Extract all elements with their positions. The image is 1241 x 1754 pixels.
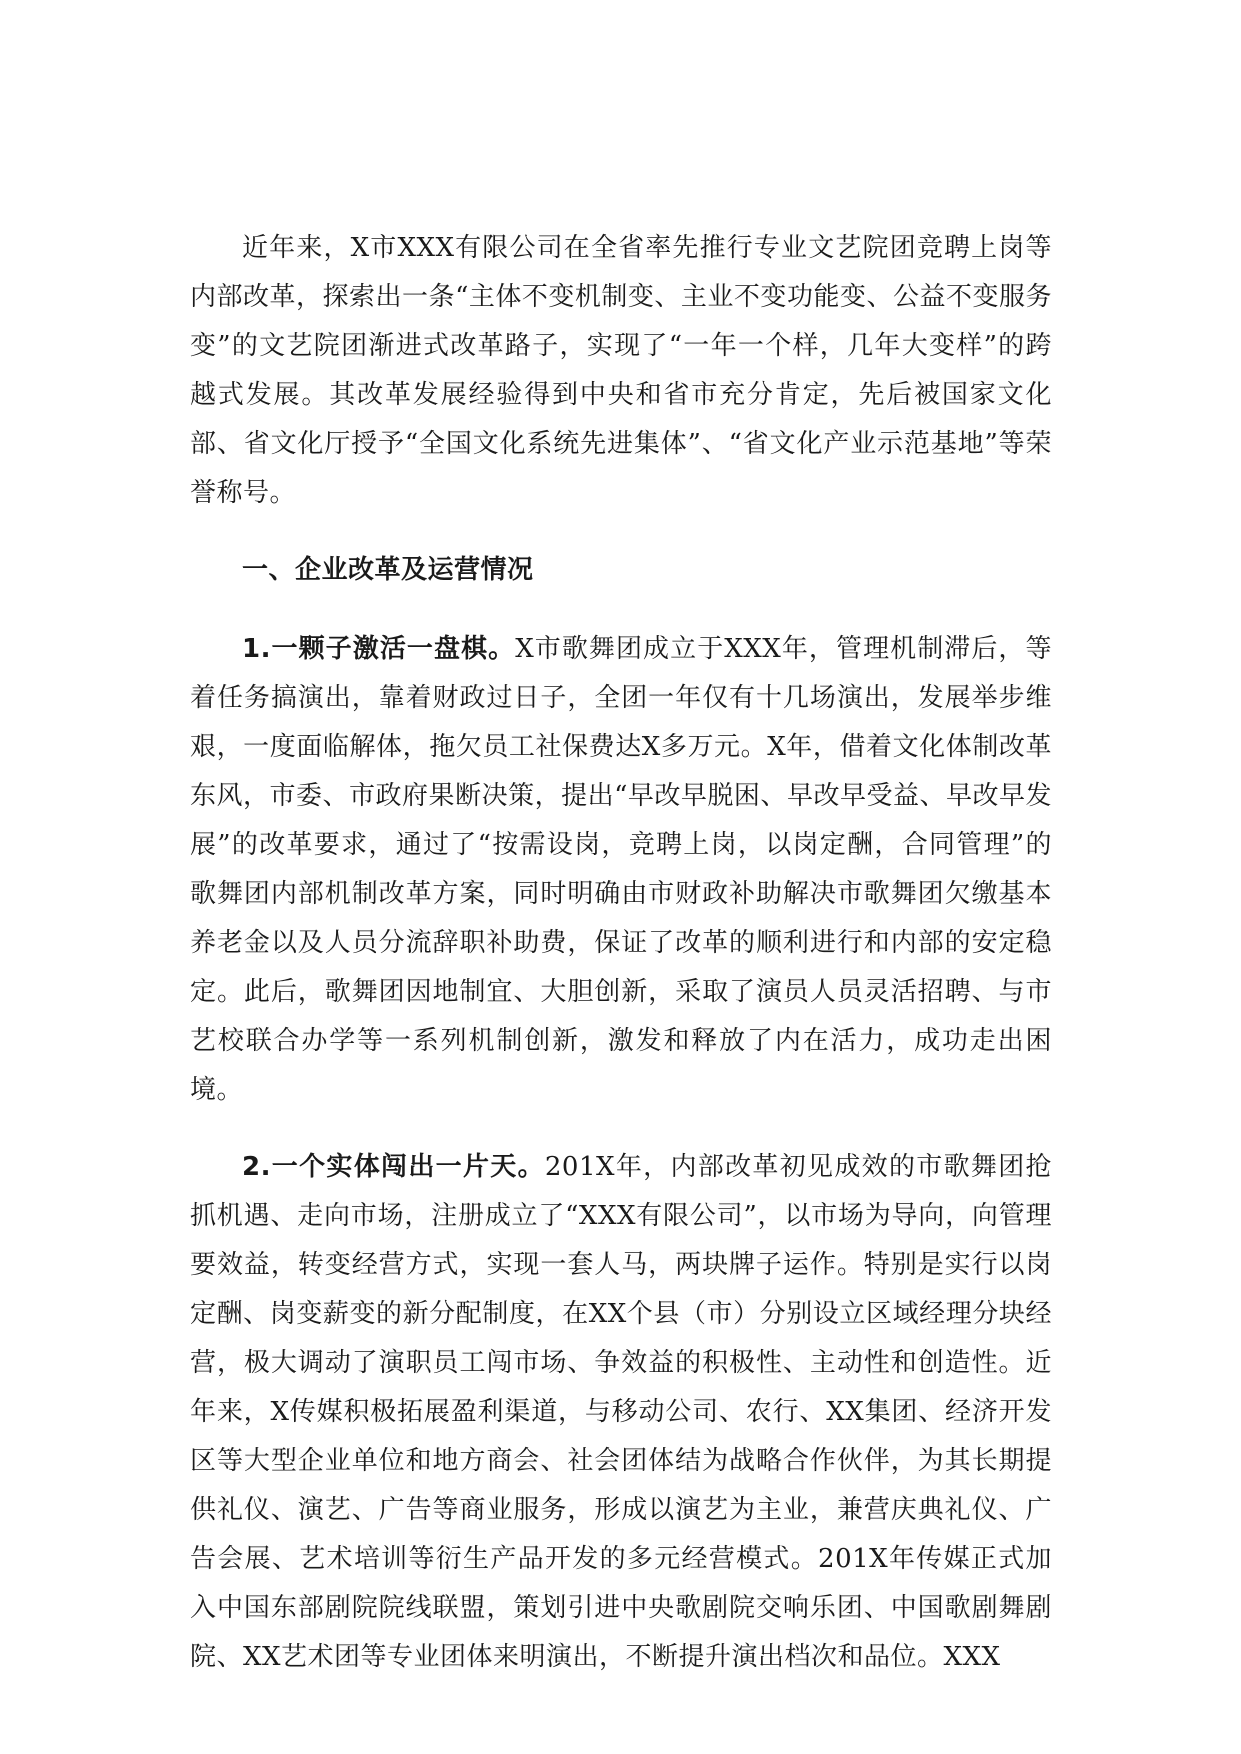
item-body-2: 201X年，内部改革初见成效的市歌舞团抢抓机遇、走向市场，注册成立了“XXX有限公司”，以市场为导向，向管理要效益，转变经营方式，实现一套人马，两块牌子运作。特别是实行以岗定酬、岗变薪变的新分配制度，在XX个县（市）分别设立区域经理分块经营，极大调动了演职员工闯市场、争效益的积极性、主动性和创造性。近年来，X传媒积极拓展盈利渠道，与移动公司、农行、XX集团、经济开发区等大型企业单位和地方商会、社会团体结为战略合作伙伴，为其长期提供礼仪、演艺、广告等商业服务，形成以演艺为主业，兼营庆典礼仪、广告会展、艺术培训等衍生产品开发的多元经营模式。201X年传媒正式加入中国东部剧院院线联盟，策划引进中央歌剧院交响乐团、中国歌剧舞剧院、XX艺术团等专业团体来明演出，不断提升演出档次和品位。XXX [190,1152,1052,1672]
document-page [190,224,1052,1682]
item-lead-1: 1.一颗子激活一盘棋。 [242,634,516,664]
item-body-1: X市歌舞团成立于XXX年，管理机制滞后，等着任务搞演出，靠着财政过日子，全团一年仅有十几场演出，发展举步维艰，一度面临解体，拖欠员工社保费达X多万元。X年，借着文化体制改革东风，市委、市政府果断决策，提出“早改早脱困、早改早受益、早改早发展”的改革要求，通过了“按需设岗，竞聘上岗，以岗定酬，合同管理”的歌舞团内部机制改革方案，同时明确由市财政补助解决市歌舞团欠缴基本养老金以及人员分流辞职补助费，保证了改革的顺利进行和内部的安定稳定。此后，歌舞团因地制宜、大胆创新，采取了演员人员灵活招聘、与市艺校联合办学等一系列机制创新，激发和释放了内在活力，成功走出困境。 [190,634,1053,1105]
item-lead-2: 2.一个实体闯出一片天。 [242,1152,545,1182]
item-paragraph-2 [190,1143,1052,1682]
section-heading: 一、企业改革及运营情况 [242,555,534,585]
item-paragraph-1 [190,625,1052,1115]
intro-paragraph: 近年来，X市XXX有限公司在全省率先推行专业文艺院团竞聘上岗等内部改革，探索出一条“主体不变机制变、主业不变功能变、公益不变服务变”的文艺院团渐进式改革路子，实现了“一年一个样，几年大变样”的跨越式发展。其改革发展经验得到中央和省市充分肯定，先后被国家文化部、省文化厅授予“全国文化系统先进集体”、“省文化产业示范基地”等荣誉称号。 [190,233,1052,508]
